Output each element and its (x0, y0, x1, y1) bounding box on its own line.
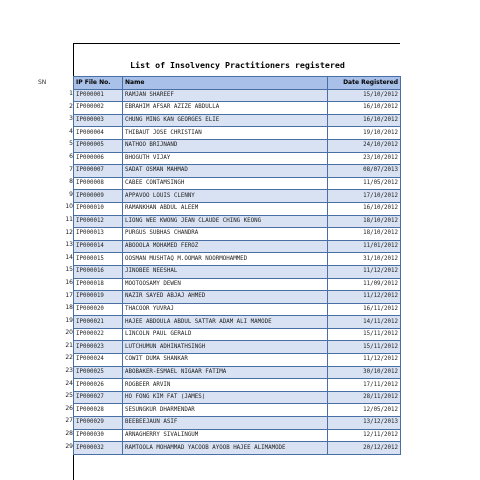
cell-name[interactable]: NAZIR SAYED ABJAJ AHMED (123, 291, 328, 304)
table-row (74, 89, 401, 102)
table-row (74, 127, 401, 140)
cell-date-registered[interactable]: 17/10/2012 (328, 190, 401, 203)
cell-date-registered[interactable]: 14/11/2012 (328, 316, 401, 329)
cell-date-registered[interactable]: 19/10/2012 (328, 127, 401, 140)
cell-name[interactable]: BHOGUTH VIJAY (123, 152, 328, 165)
row-number: 17 (65, 291, 73, 299)
cell-name[interactable]: ABOOOLA MOHAMED FEROZ (123, 240, 328, 253)
row-number: 27 (65, 417, 73, 425)
cell-ip-file-no[interactable]: IP000022 (74, 328, 123, 341)
cell-ip-file-no[interactable]: IP000009 (74, 190, 123, 203)
table-row (74, 278, 401, 291)
cell-ip-file-no[interactable]: IP000029 (74, 417, 123, 430)
cell-ip-file-no[interactable]: IP000014 (74, 240, 123, 253)
cell-name[interactable]: ABOBAKER-ESMAEL NIGAAR FATIMA (123, 366, 328, 379)
cell-ip-file-no[interactable]: IP000023 (74, 341, 123, 354)
cell-date-registered[interactable]: 16/10/2012 (328, 114, 401, 127)
cell-name[interactable]: SESUNGKUR DHARMENDAR (123, 404, 328, 417)
table-row (74, 215, 401, 228)
cell-date-registered[interactable]: 11/01/2012 (328, 240, 401, 253)
row-number: 25 (65, 392, 73, 400)
table-row (74, 442, 401, 455)
cell-name[interactable]: EBRAHIM AFSAR AZIZE ABDULLA (123, 102, 328, 115)
row-number: 12 (65, 228, 73, 236)
table-row (74, 190, 401, 203)
cell-ip-file-no[interactable]: IP000020 (74, 303, 123, 316)
table-row (74, 253, 401, 266)
cell-date-registered[interactable]: 11/12/2012 (328, 265, 401, 278)
table-header-row (74, 77, 401, 90)
cell-date-registered[interactable]: 12/11/2012 (328, 429, 401, 442)
cell-ip-file-no[interactable]: IP000003 (74, 114, 123, 127)
cell-date-registered[interactable]: 31/10/2012 (328, 253, 401, 266)
col-header-name[interactable]: Name (123, 77, 328, 90)
table-row (74, 202, 401, 215)
table-row (74, 379, 401, 392)
row-number: 13 (65, 241, 73, 249)
cell-name[interactable]: ROGBEER ARVIN (123, 379, 328, 392)
sheet-top-border (73, 43, 400, 44)
table-row (74, 102, 401, 115)
cell-date-registered[interactable]: 16/10/2012 (328, 102, 401, 115)
cell-name[interactable]: JINOBEE NEESHAL (123, 265, 328, 278)
row-number: 2 (69, 102, 73, 110)
cell-name[interactable]: THIBAUT JOSE CHRISTIAN (123, 127, 328, 140)
row-number: 20 (65, 329, 73, 337)
cell-date-registered[interactable]: 18/10/2012 (328, 215, 401, 228)
table-row (74, 429, 401, 442)
row-number-column (56, 88, 73, 453)
row-number: 26 (65, 404, 73, 412)
cell-ip-file-no[interactable]: IP000008 (74, 177, 123, 190)
cell-date-registered[interactable]: 18/10/2012 (328, 228, 401, 241)
cell-ip-file-no[interactable]: IP000006 (74, 152, 123, 165)
row-number: 7 (69, 165, 73, 173)
cell-ip-file-no[interactable]: IP000001 (74, 89, 123, 102)
cell-date-registered[interactable]: 13/12/2013 (328, 417, 401, 430)
table-row (74, 316, 401, 329)
table-row (74, 291, 401, 304)
cell-ip-file-no[interactable]: IP000005 (74, 139, 123, 152)
cell-name[interactable]: HO FONG KIM FAT (JAMES) (123, 391, 328, 404)
page-title: List of Insolvency Practitioners registered (130, 60, 345, 70)
cell-name[interactable]: RAMANKHAN ABDUL ALEEM (123, 202, 328, 215)
row-number: 10 (65, 203, 73, 211)
cell-name[interactable]: PURGUS SUBHAS CHANDRA (123, 228, 328, 241)
cell-date-registered[interactable]: 12/05/2012 (328, 404, 401, 417)
row-number: 11 (65, 215, 73, 223)
table-row (74, 114, 401, 127)
row-number: 1 (69, 90, 73, 97)
cell-name[interactable]: MOOTOOSAMY DEWEN (123, 278, 328, 291)
row-number: 28 (65, 430, 73, 438)
table-row (74, 328, 401, 341)
row-number: 3 (69, 115, 73, 123)
col-header-ip-file-no[interactable]: IP File No. (74, 77, 123, 90)
cell-name[interactable]: CHUNG MING KAN GEORGES ELIE (123, 114, 328, 127)
cell-ip-file-no[interactable]: IP000021 (74, 316, 123, 329)
table-row (74, 354, 401, 367)
cell-date-registered[interactable]: 15/11/2012 (328, 341, 401, 354)
table-row (74, 303, 401, 316)
table-row (74, 341, 401, 354)
cell-name[interactable]: LIONG WEE KWONG JEAN CLAUDE CHING KEONG (123, 215, 328, 228)
cell-date-registered[interactable]: 11/12/2012 (328, 354, 401, 367)
cell-ip-file-no[interactable]: IP000013 (74, 228, 123, 241)
table-row (74, 265, 401, 278)
table-row (74, 240, 401, 253)
col-header-date-registered[interactable]: Date Registered (328, 77, 401, 90)
row-number: 15 (65, 266, 73, 274)
cell-ip-file-no[interactable]: IP000016 (74, 265, 123, 278)
row-number: 24 (65, 379, 73, 387)
cell-ip-file-no[interactable]: IP000030 (74, 429, 123, 442)
cell-ip-file-no[interactable]: IP000032 (74, 442, 123, 455)
cell-date-registered[interactable]: 28/11/2012 (328, 391, 401, 404)
row-number: 21 (65, 341, 73, 349)
row-number: 4 (69, 127, 73, 135)
cell-date-registered[interactable]: 24/10/2012 (328, 139, 401, 152)
cell-ip-file-no[interactable]: IP000010 (74, 202, 123, 215)
table-row (74, 228, 401, 241)
row-number: 8 (69, 178, 73, 186)
cell-date-registered[interactable]: 16/10/2012 (328, 202, 401, 215)
row-number: 16 (65, 278, 73, 286)
cell-date-registered[interactable]: 17/11/2012 (328, 379, 401, 392)
cell-name[interactable]: THACOOR YUVRAJ (123, 303, 328, 316)
cell-ip-file-no[interactable]: IP000018 (74, 278, 123, 291)
cell-name[interactable]: COWIT DUMA SHANKAR (123, 354, 328, 367)
table-row (74, 404, 401, 417)
cell-date-registered[interactable]: 11/05/2012 (328, 177, 401, 190)
cell-name[interactable]: NATHOO BRIJNAND (123, 139, 328, 152)
cell-ip-file-no[interactable]: IP000024 (74, 354, 123, 367)
table-row (74, 177, 401, 190)
cell-date-registered[interactable]: 08/07/2013 (328, 165, 401, 178)
cell-date-registered[interactable]: 30/10/2012 (328, 366, 401, 379)
cell-name[interactable]: APPAVOO LOUIS CLENNY (123, 190, 328, 203)
cell-ip-file-no[interactable]: IP000025 (74, 366, 123, 379)
row-number: 22 (65, 354, 73, 362)
cell-ip-file-no[interactable]: IP000004 (74, 127, 123, 140)
table-row (74, 366, 401, 379)
row-number: 18 (65, 304, 73, 312)
cell-name[interactable]: LUTCHUMUN ADHINATHSINGH (123, 341, 328, 354)
cell-name[interactable]: LINCOLN PAUL GERALD (123, 328, 328, 341)
row-number: 9 (69, 190, 73, 198)
row-number: 29 (65, 442, 73, 450)
cell-name[interactable]: ARNAGHERRY SIVALINGUM (123, 429, 328, 442)
cell-ip-file-no[interactable]: IP000027 (74, 391, 123, 404)
practitioners-table (73, 76, 401, 455)
cell-ip-file-no[interactable]: IP000019 (74, 291, 123, 304)
cell-ip-file-no[interactable]: IP000015 (74, 253, 123, 266)
cell-date-registered[interactable]: 11/09/2012 (328, 278, 401, 291)
table-row (74, 417, 401, 430)
row-number: 6 (69, 152, 73, 160)
row-number: 23 (65, 367, 73, 375)
cell-name[interactable]: OOSMAN MUSHTAQ M.OOMAR NOORMOHAMMED (123, 253, 328, 266)
table-body (74, 89, 401, 454)
cell-name[interactable]: CABEE CONTAMSINGH (123, 177, 328, 190)
cell-ip-file-no[interactable]: IP000002 (74, 102, 123, 115)
table-row (74, 165, 401, 178)
cell-date-registered[interactable]: 11/12/2012 (328, 291, 401, 304)
cell-date-registered[interactable]: 15/10/2012 (328, 89, 401, 102)
cell-date-registered[interactable]: 15/11/2012 (328, 328, 401, 341)
table-row (74, 139, 401, 152)
cell-ip-file-no[interactable]: IP000007 (74, 165, 123, 178)
table-row (74, 391, 401, 404)
cell-name[interactable]: RAMTOOLA MOHAMMAD YACOOB AYOOB HAJEE ALIMAMODE (123, 442, 328, 455)
row-number: 19 (65, 316, 73, 324)
row-number: 5 (69, 140, 73, 148)
cell-name[interactable]: HAJEE ABDOULA ABDUL SATTAR ADAM ALI MAMODE (123, 316, 328, 329)
cell-ip-file-no[interactable]: IP000026 (74, 379, 123, 392)
cell-name[interactable]: SADAT OSMAN MAHMAD (123, 165, 328, 178)
sn-header-label: SN (38, 79, 47, 86)
cell-date-registered[interactable]: 20/12/2012 (328, 442, 401, 455)
cell-name[interactable]: RAMJAN SHAREEF (123, 89, 328, 102)
row-number: 14 (65, 253, 73, 261)
table-row (74, 152, 401, 165)
cell-name[interactable]: BEEBEEJAUN ASIF (123, 417, 328, 430)
cell-ip-file-no[interactable]: IP000028 (74, 404, 123, 417)
cell-ip-file-no[interactable]: IP000012 (74, 215, 123, 228)
cell-date-registered[interactable]: 23/10/2012 (328, 152, 401, 165)
cell-date-registered[interactable]: 16/11/2012 (328, 303, 401, 316)
